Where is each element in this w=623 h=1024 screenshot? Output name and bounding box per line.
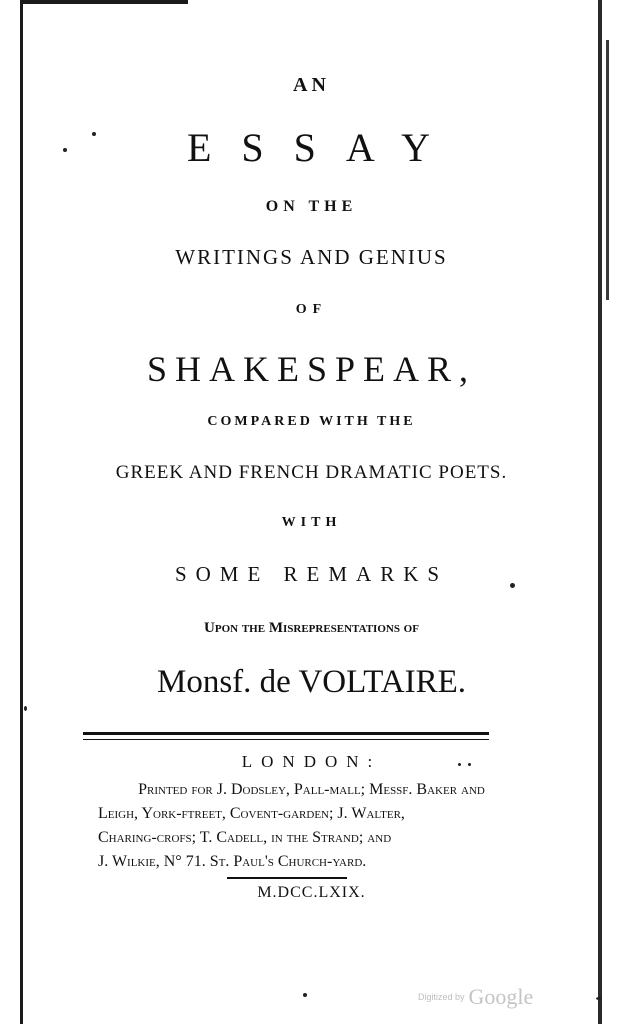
subtitle-some-remarks: SOME REMARKS bbox=[174, 562, 449, 586]
imprint-line-2: Leigh, York-ftreet, Covent-garden; J. Walter, bbox=[98, 805, 405, 822]
imprint-date: M.DCC.LXIX. bbox=[257, 884, 366, 901]
imprint-line-4: J. Wilkie, N° 71. St. Paul's Church-yard. bbox=[98, 853, 367, 870]
ink-speck bbox=[303, 993, 307, 997]
imprint-line-3: Charing-crofs; T. Cadell, in the Strand; and bbox=[98, 829, 392, 846]
imprint-line-1: Printed for J. Dodsley, Pall-mall; Messf. Baker and bbox=[138, 781, 485, 798]
title-an: AN bbox=[293, 74, 330, 96]
ink-speck bbox=[510, 583, 515, 588]
title-essay: ESSAY bbox=[186, 125, 461, 170]
title-writings-and-genius: WRITINGS AND GENIUS bbox=[175, 245, 448, 269]
title-shakespear: SHAKESPEAR, bbox=[146, 349, 477, 389]
double-rule-thin bbox=[83, 739, 489, 740]
subtitle-monsf-de-voltaire: Monsf. de VOLTAIRE. bbox=[156, 664, 467, 700]
ink-speck bbox=[63, 148, 67, 152]
ink-speck bbox=[92, 132, 96, 136]
subtitle-greek-and-french: GREEK AND FRENCH DRAMATIC POETS. bbox=[115, 462, 508, 483]
subtitle-compared-with-the: COMPARED WITH THE bbox=[207, 414, 416, 429]
title-on-the: ON THE bbox=[265, 198, 358, 215]
ink-speck bbox=[468, 763, 471, 766]
double-rule-thick bbox=[83, 732, 489, 735]
digitized-watermark bbox=[418, 984, 533, 1010]
page-edge-top bbox=[20, 0, 188, 4]
subtitle-with: WITH bbox=[281, 515, 342, 530]
watermark-prefix: Digitized by bbox=[418, 992, 465, 1002]
imprint-city: LONDON: bbox=[241, 752, 382, 771]
subtitle-upon-misrepresentations: Upon the Misrepresentations of bbox=[204, 620, 419, 636]
google-logo: Google bbox=[468, 984, 534, 1009]
title-of: OF bbox=[295, 302, 328, 317]
date-rule bbox=[227, 877, 347, 879]
ink-speck bbox=[24, 706, 27, 711]
ink-speck bbox=[596, 997, 602, 1000]
ink-speck bbox=[458, 763, 461, 766]
